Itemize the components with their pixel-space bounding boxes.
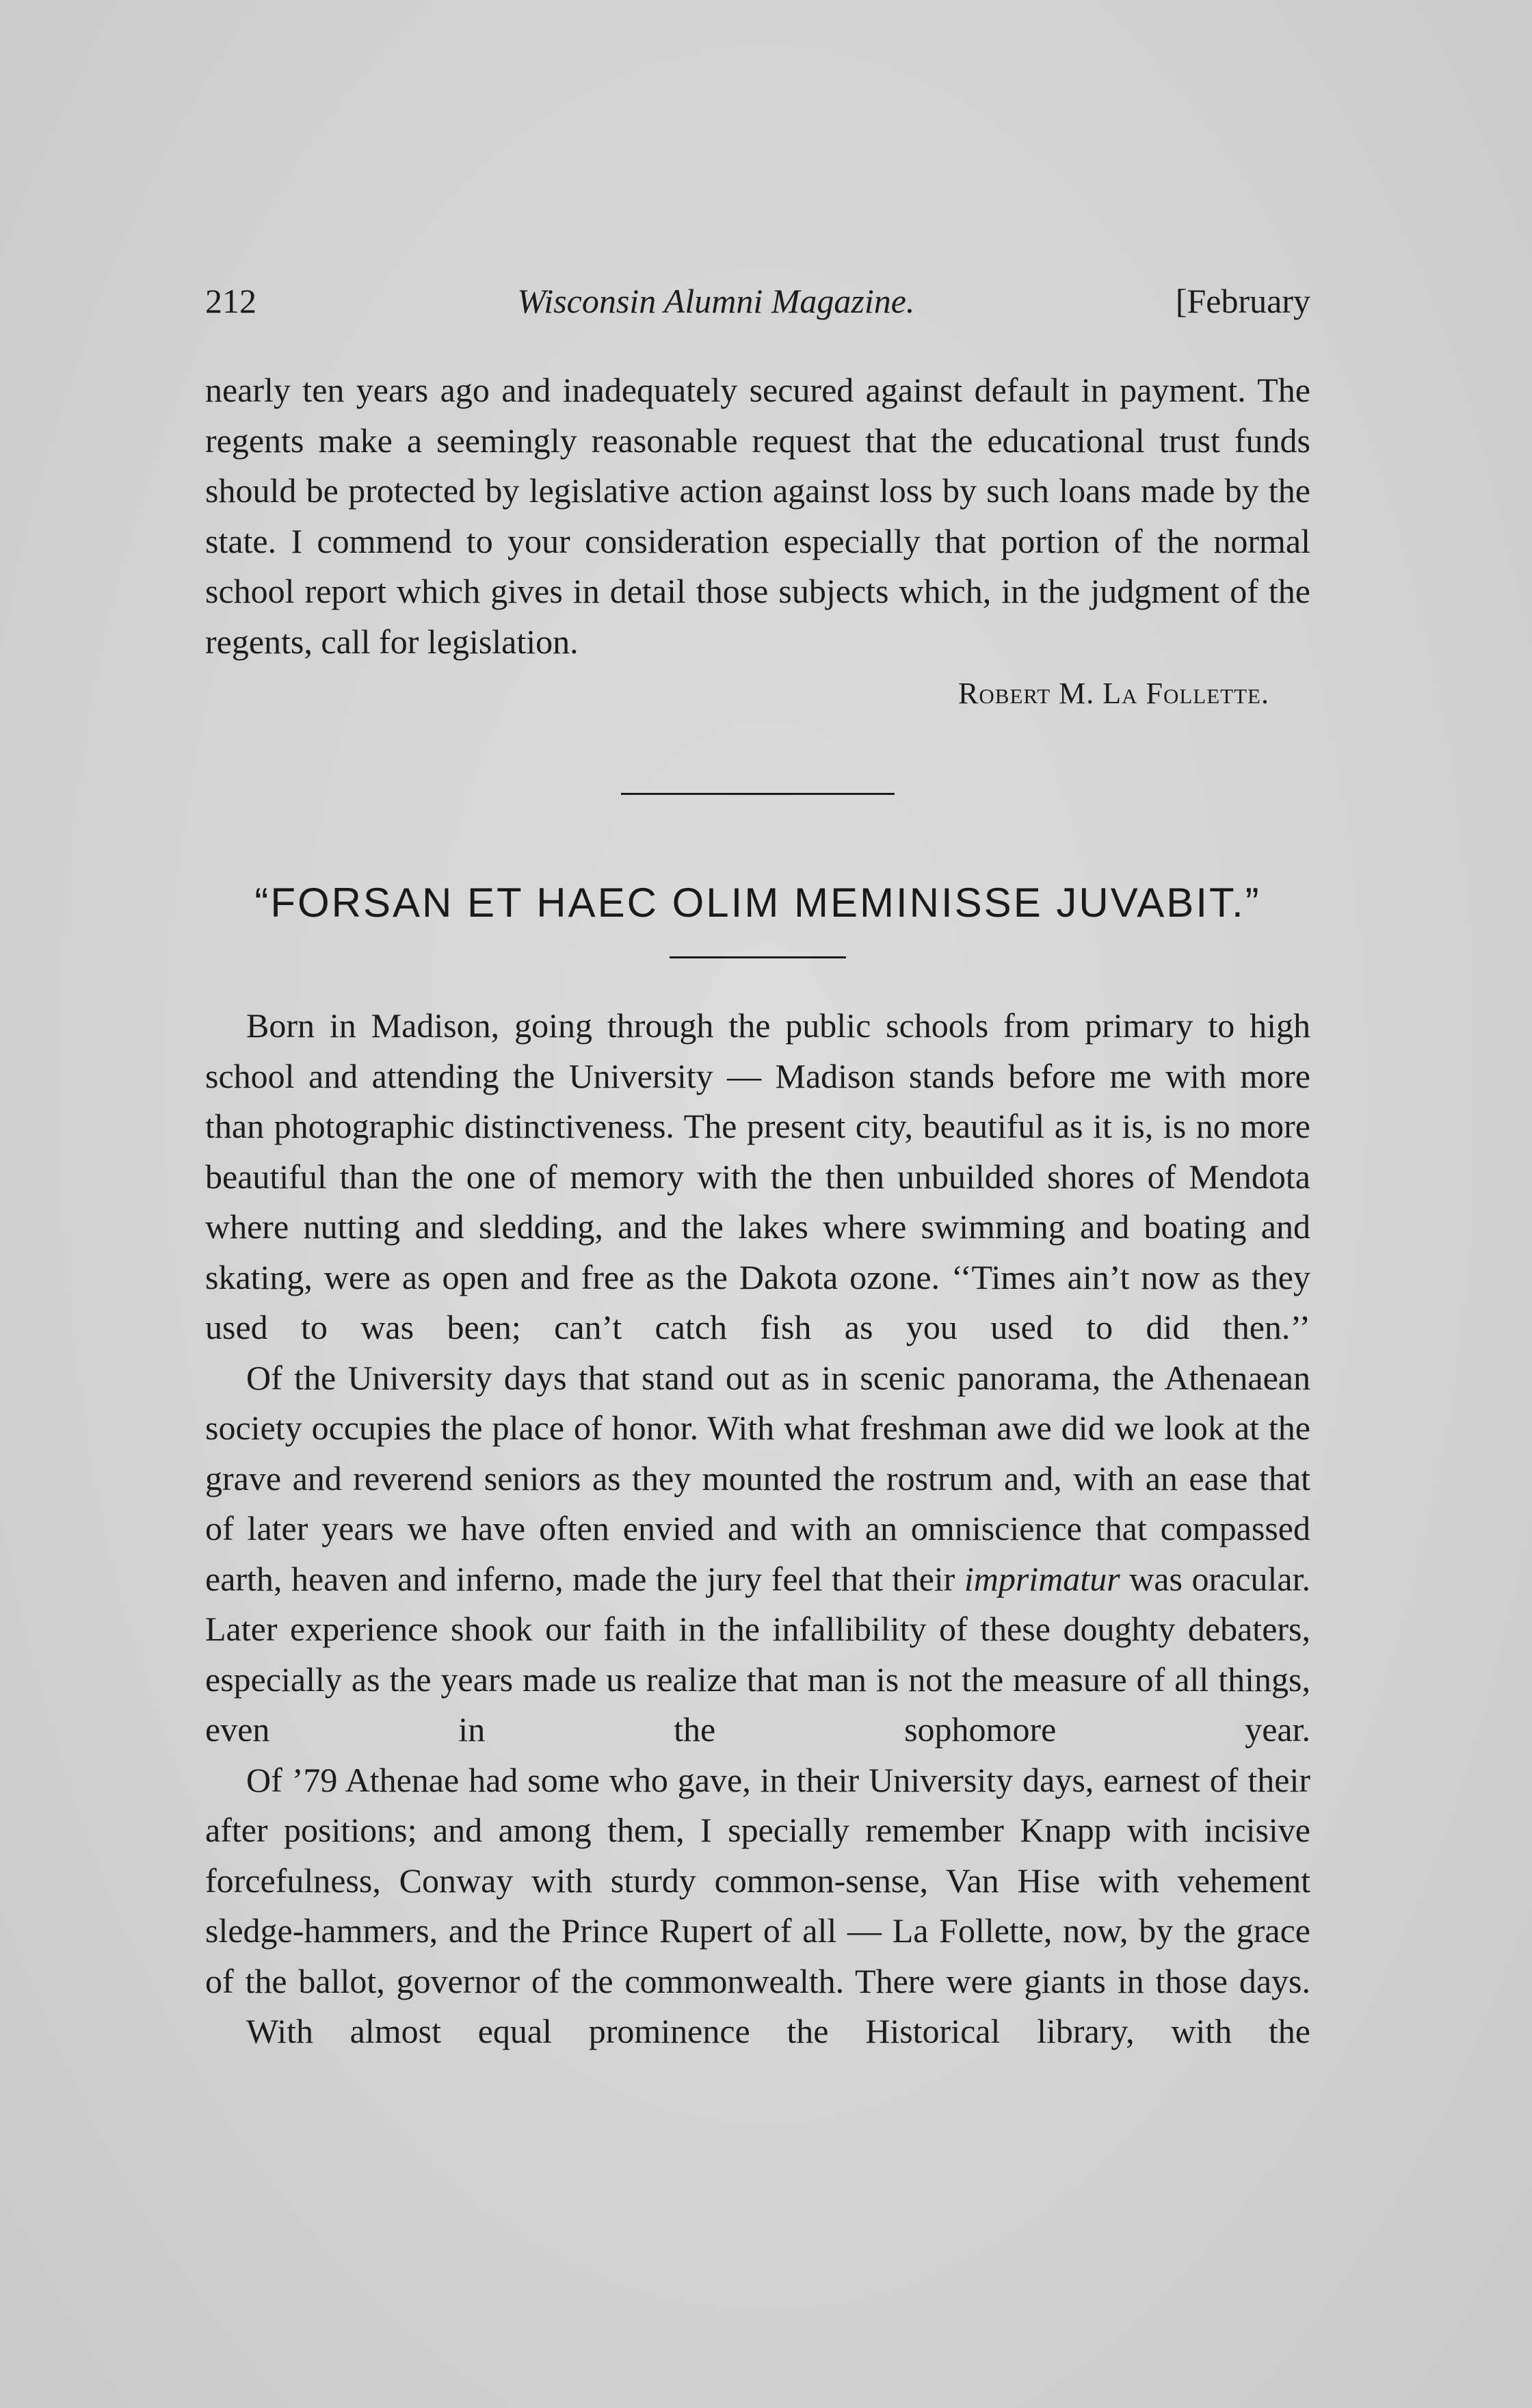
paragraph-2-text-b: was oracular. Later experience shook our faith in the infallibility of these doughty debaters, especially as the years made us realize that man is not the measure of all things, even in the sophomore year. — [205, 1559, 1310, 1749]
paragraph-2-text-a: Of the University days that stand out as in scenic panorama, the Athenaean society occupies the place of honor. With what freshman awe did we look at the grave and reverend seniors as they mounted the rostrum and, with an ease that of later years we have often envied and with an omniscience that compassed earth, heaven and inferno, made the jury feel that their — [205, 1358, 1310, 1598]
italic-imprimatur: imprimatur — [964, 1559, 1120, 1598]
magazine-title: Wisconsin Alumni Magazine. — [517, 282, 915, 320]
article-title: “FORSAN ET HAEC OLIM MEMINISSE JUVABIT.” — [254, 880, 1261, 926]
page-number: 212 — [205, 282, 256, 320]
letter-closing-paragraph: nearly ten years ago and inadequately secured against default in payment. The regents make a seemingly reasonable request that the educational trust funds should be protected by legislative action against loss by such loans made by the state. I commend to your consideration especially that portion of the normal school report which gives in detail those subjects which, in the judgment of the regents, call for legislation. — [205, 371, 1310, 661]
title-underline — [670, 956, 846, 958]
running-head — [205, 274, 1310, 328]
article-paragraph-4: With almost equal prominence the Historical library, with the — [246, 2012, 1310, 2050]
article-paragraph-1: Born in Madison, going through the public schools from primary to high school and attending the University — Madison stands before me with more than photographic distinctiveness. The present city, beautiful as it is, is no more beautiful than the one of memory with the then unbuilded shores of Mendota where nutting and sledding, and the lakes where swimming and boating and skating, were as open and free as the Dakota ozone. ‘‘Times ain’t now as they used to was been; can’t catch fish as you used to did then.’’ — [205, 1006, 1310, 1346]
issue-month: [February — [1175, 282, 1310, 320]
article-paragraph-2 — [205, 1353, 1310, 1755]
section-divider — [621, 793, 895, 795]
magazine-page — [205, 274, 1310, 2057]
article-paragraph-3: Of ’79 Athenae had some who gave, in their University days, earnest of their after positions; and among them, I specially remember Knapp with incisive forcefulness, Conway with sturdy common-sense, Van Hise with vehement sledge-hammers, and the Prince Rupert of all — La Follette, now, by the grace of the ballot, governor of the commonwealth. There were giants in those days. — [205, 1760, 1310, 2000]
signature: Robert M. La Follette. — [958, 677, 1269, 710]
article-body — [205, 1001, 1310, 2057]
